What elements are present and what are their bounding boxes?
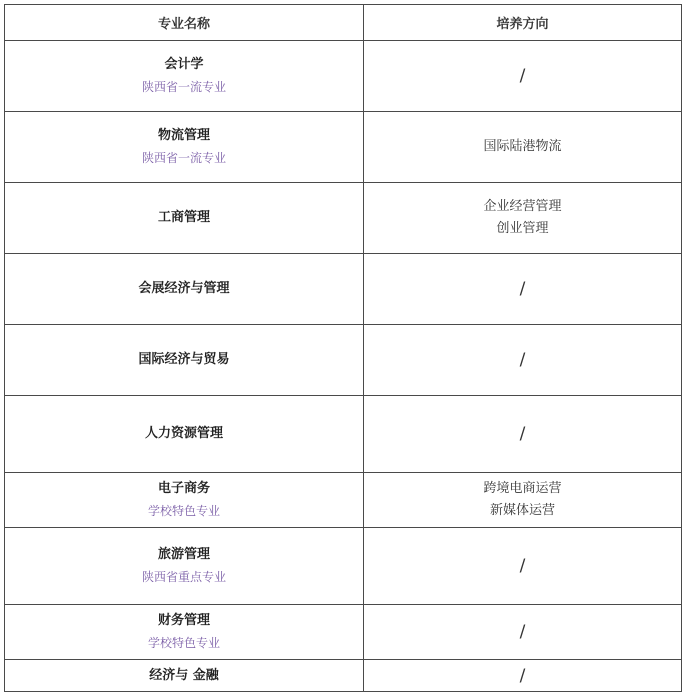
major-cell [5,41,364,112]
direction-line: / [519,66,526,86]
direction-line: / [519,424,526,444]
direction-cell [364,41,682,112]
direction-cell [364,660,682,692]
header-major-name: 专业名称 [5,5,364,41]
major-name: 国际经济与贸易 [138,352,230,367]
direction-line: 创业管理 [496,221,549,236]
direction-line: / [519,665,526,686]
major-tag: 陕西省重点专业 [141,570,226,584]
direction-line: / [519,279,526,299]
table-row [5,41,682,112]
major-name: 会展经济与管理 [138,281,230,296]
table-row [5,605,682,660]
table-header-row [5,5,682,41]
major-tag: 学校特色专业 [147,636,220,650]
major-name: 会计学 [164,57,204,72]
table-row [5,183,682,254]
direction-line: 企业经营管理 [483,199,562,214]
major-cell [5,325,364,396]
major-cell [5,660,364,692]
direction-cell [364,396,682,473]
major-tag: 陕西省一流专业 [141,151,226,165]
major-name: 财务管理 [157,613,210,628]
table-row [5,396,682,473]
direction-line: / [519,350,526,370]
direction-line: / [519,556,526,576]
direction-cell [364,183,682,254]
direction-cell [364,325,682,396]
major-name: 物流管理 [157,128,210,143]
major-cell [5,396,364,473]
table-row [5,473,682,528]
major-tag: 陕西省一流专业 [141,80,226,94]
major-cell [5,183,364,254]
major-name: 人力资源管理 [144,426,223,441]
direction-line: / [519,622,526,642]
major-name: 电子商务 [157,481,210,496]
major-cell [5,528,364,605]
table-row [5,528,682,605]
table-row [5,660,682,692]
major-tag: 学校特色专业 [147,504,220,518]
majors-table [4,4,682,692]
major-cell [5,605,364,660]
majors-table-wrapper [4,4,682,692]
header-direction: 培养方向 [364,5,682,41]
major-name: 旅游管理 [157,547,210,562]
direction-cell [364,254,682,325]
direction-line: 新媒体运营 [489,503,555,518]
direction-cell [364,112,682,183]
table-row [5,112,682,183]
table-row [5,254,682,325]
direction-cell [364,605,682,660]
major-name: 工商管理 [157,210,210,225]
table-row [5,325,682,396]
direction-line: 国际陆港物流 [483,139,562,154]
direction-line: 跨境电商运营 [483,481,562,496]
direction-cell [364,528,682,605]
major-cell [5,473,364,528]
major-cell [5,112,364,183]
major-cell [5,254,364,325]
direction-cell [364,473,682,528]
major-name: 经济与 金融 [149,667,219,683]
